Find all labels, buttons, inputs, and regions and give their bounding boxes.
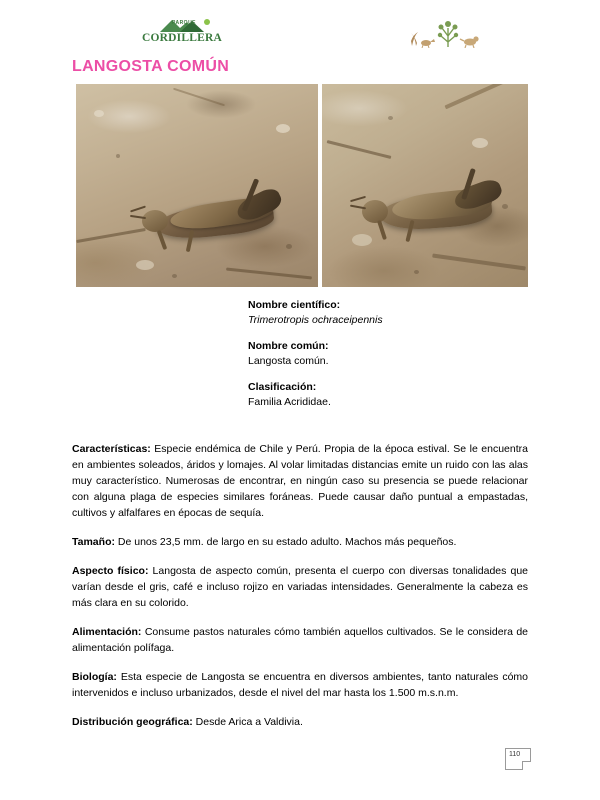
photo-row [76,84,528,287]
speck [414,270,419,274]
logo-top-text: PARQUE [172,20,197,26]
paragraph-text: Especie endémica de Chile y Perú. Propia de la época estival. Se le encuentra en ambientes soleados, áridos y lomajes. Al volar limitadas distancias emite un ruido con las alas muy característico. Numerosas de encontrar, en ningún caso su presencia se puede relacionar con alguna plaga de especies similares foráneas. Puede causar daño puntual a empastadas, cultivos y alfalfares en épocas de sequía. [72,442,528,519]
paragraph-text: Desde Arica a Valdivia. [192,715,303,728]
photo-langosta-dorsal [322,84,528,287]
page-number-badge [505,748,531,770]
species-fields [248,298,538,421]
speck [172,274,177,278]
page-title: LANGOSTA COMÚN [72,58,230,75]
grasshopper-subject [136,192,286,252]
field-nombre-comun [248,339,538,369]
pebble [94,110,104,117]
speck [116,154,120,158]
paragraph-distribucion-geografica [72,714,528,730]
page-header [0,0,600,52]
field-value: Familia Acrididae. [248,396,331,408]
photo-background [76,84,318,287]
head [142,210,168,232]
parque-cordillera-logo [142,18,234,46]
paragraph-text: De unos 23,5 mm. de largo en su estado adulto. Machos más pequeños. [114,535,457,548]
paragraph-label: Tamaño: [72,535,115,548]
field-value: Trimerotropis ochraceipennis [248,314,383,326]
logo-wordmark: CORDILLERA [142,32,222,44]
paragraph-biologia [72,669,528,701]
speck [286,244,292,249]
field-value: Langosta común. [248,355,329,367]
paragraph-label: Alimentación: [72,625,142,638]
paragraph-label: Aspecto físico: [72,564,149,577]
paragraph-caracteristicas [72,441,528,521]
field-clasificacion [248,380,538,410]
pebble [472,138,488,148]
field-label: Nombre científico: [248,299,341,311]
field-label: Nombre común: [248,340,329,352]
paragraph-aspecto-fisico [72,563,528,611]
field-nombre-cientifico [248,298,538,328]
pebble [136,260,154,270]
page-number: 110 [509,751,521,758]
speck [388,116,393,120]
pebble [276,124,290,133]
paragraph-tamano [72,534,528,550]
photo-langosta-lateral [76,84,318,287]
paragraph-label: Biología: [72,670,117,683]
paragraph-label: Características: [72,442,151,455]
plants-and-animals-illustration [404,16,490,48]
field-label: Clasificación: [248,381,317,393]
paragraph-text: Consume pastos naturales cómo también aquellos cultivados. Se le considera de alimentación polífaga. [72,625,528,654]
paragraph-text: Esta especie de Langosta se encuentra en diversos ambientes, tanto naturales cómo intervenidos e incluso urbanizados, desde el nivel del mar hasta los 1.500 m.s.n.m. [72,670,528,699]
paragraph-label: Distribución geográfica: [72,715,193,728]
grasshopper-subject [358,180,508,246]
body-text [72,430,528,743]
header-divider [72,50,528,51]
paragraph-alimentacion [72,624,528,656]
head [362,200,388,223]
paragraph-text: Langosta de aspecto común, presenta el cuerpo con diversas tonalidades que varían desde el gris, café e incluso rojizo en variadas intensidades. Generalmente la cabeza es más clara en su colorido. [72,564,529,609]
